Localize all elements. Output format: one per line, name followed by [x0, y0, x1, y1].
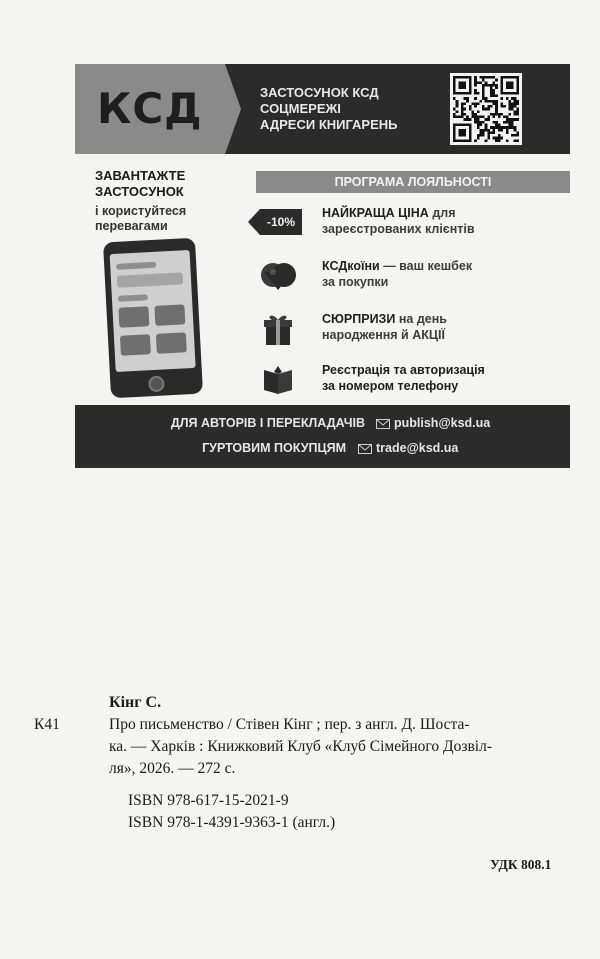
coins-heart-icon [256, 258, 302, 294]
gift-icon [256, 311, 302, 347]
smartphone-icon [103, 238, 203, 399]
udk-code: УДК 808.1 [490, 857, 552, 872]
catalog-description: Про письменство / Стівен Кінг ; пер. з англ. Д. Шоста- ка. — Харків : Книжковий Клуб «Клуб Сімейного Дозвіл- ля», 2026. — 272 с. [109, 716, 492, 777]
social-link: СОЦМЕРЕЖІ [260, 101, 341, 116]
catalog-code: К41 [34, 716, 60, 733]
logo-text: КСД [97, 84, 203, 133]
download-title: ЗАВАНТАЖТЕ ЗАСТОСУНОК [95, 168, 186, 199]
stores-link: АДРЕСИ КНИГАРЕНЬ [260, 117, 398, 132]
envelope-icon [358, 442, 372, 454]
envelope-icon [376, 417, 390, 429]
discount-tag-icon: -10% [256, 205, 302, 241]
logo-arrow-shape [225, 64, 241, 154]
qr-code-icon [450, 73, 522, 145]
feature-cashback: КСДкоїни — ваш кешбек за покупки [256, 256, 570, 296]
catalog-author: Кінг С. [109, 694, 162, 711]
top-links [260, 85, 398, 133]
download-app-section [75, 168, 250, 398]
app-link: ЗАСТОСУНОК КСД [260, 85, 379, 100]
download-subtitle: і користуйтеся перевагами [95, 204, 187, 233]
feature-best-price: -10% НАЙКРАЩА ЦІНА для зареєстрованих клієнтів [256, 203, 570, 243]
isbn-original: ISBN 978-1-4391-9363-1 (англ.) [128, 814, 336, 831]
contacts-bar [75, 405, 570, 468]
email-trade-link[interactable]: trade@ksd.ua [376, 441, 459, 455]
ksd-logo [75, 64, 225, 154]
feature-surprises: СЮРПРИЗИ на день народження й АКЦІЇ [256, 309, 570, 349]
contact-wholesale: ГУРТОВИМ ПОКУПЦЯМ trade@ksd.ua [75, 438, 570, 458]
contact-authors: ДЛЯ АВТОРІВ І ПЕРЕКЛАДАЧІВ publish@ksd.ua [75, 413, 570, 433]
email-publish-link[interactable]: publish@ksd.ua [394, 416, 491, 430]
feature-registration: Реєстрація та авторизація за номером телефону [256, 360, 570, 400]
isbn-ukrainian: ISBN 978-617-15-2021-9 [128, 792, 289, 809]
ad-header [75, 64, 570, 154]
loyalty-title: ПРОГРАМА ЛОЯЛЬНОСТІ [256, 171, 570, 193]
publisher-ad [75, 64, 570, 468]
phone-screen [110, 250, 196, 372]
open-book-icon [256, 362, 302, 398]
home-button-icon [148, 376, 165, 393]
